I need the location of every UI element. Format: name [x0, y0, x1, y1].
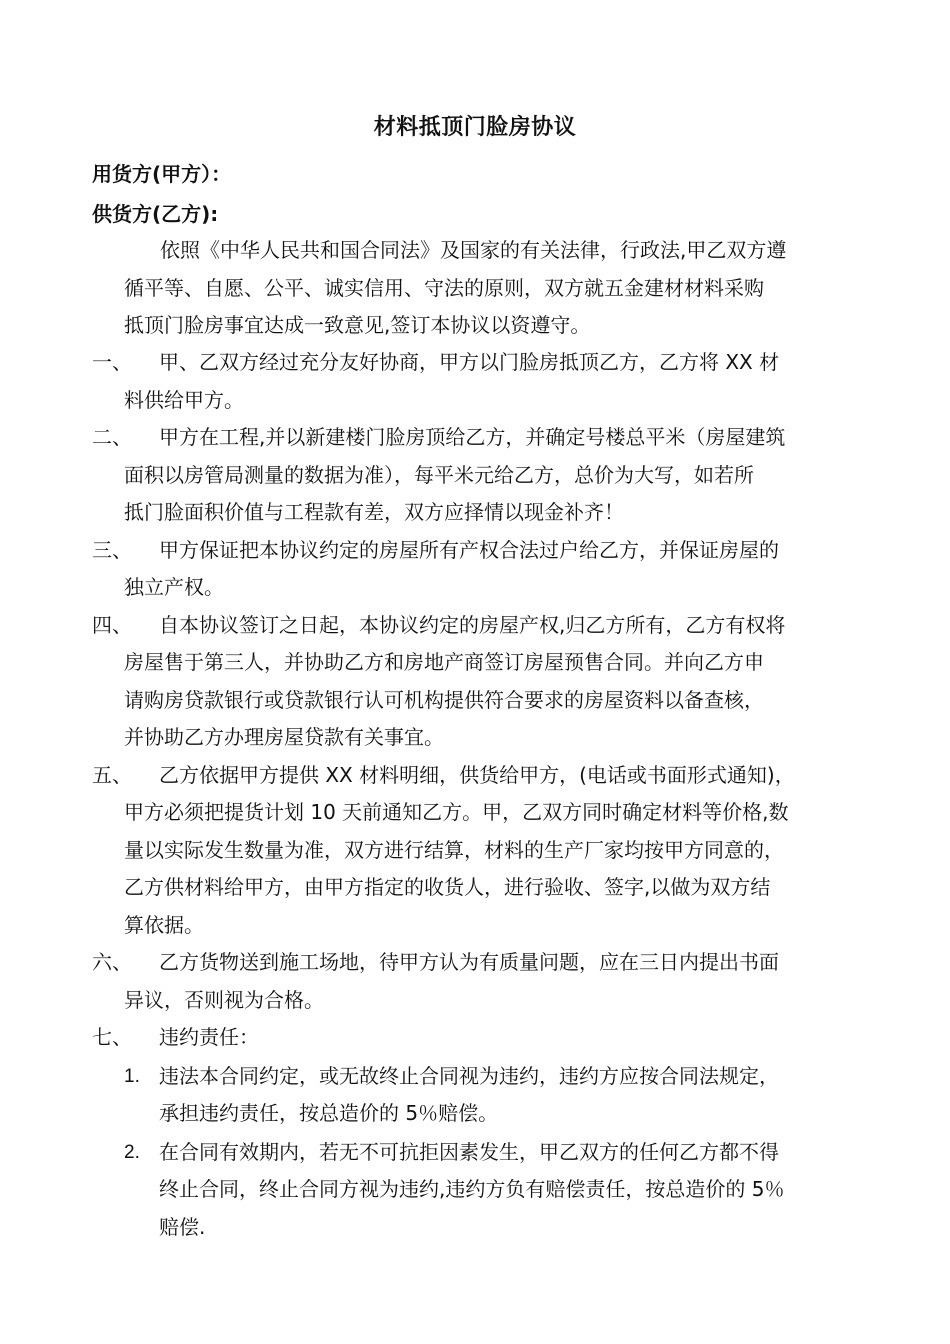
clause-number: 五、	[92, 762, 132, 787]
intro-paragraph	[124, 232, 864, 345]
clause-number: 四、	[92, 612, 132, 637]
clause-7	[92, 1019, 882, 1057]
clause-line: 甲方保证把本协议约定的房屋所有产权合法过户给乙方，并保证房屋的	[159, 537, 779, 562]
clause-line: 并协助乙方办理房屋贷款有关事宜。	[124, 725, 444, 749]
clause-number: 三、	[92, 537, 132, 562]
clause-line: 异议，否则视为合格。	[124, 987, 324, 1012]
clause-line: 乙方货物送到施工场地，待甲方认为有质量问题，应在三日内提出书面	[159, 950, 779, 974]
breach-line: 在合同有效期内，若无不可抗拒因素发生，甲乙双方的任何乙方都不得	[159, 1139, 779, 1164]
breach-line: 赔偿.	[159, 1214, 206, 1239]
clause-number: 一、	[92, 350, 132, 374]
clause-line: 算依据。	[124, 912, 204, 937]
clause-line: 料供给甲方。	[124, 387, 244, 412]
clause-2	[92, 419, 882, 532]
supplier-party-line: 供货方(乙方):	[92, 202, 219, 226]
clause-list	[92, 344, 882, 1246]
document-title: 材料抵顶门脸房协议	[373, 115, 577, 140]
intro-line: 循平等、自愿、公平、诚实信用、守法的原则，双方就五金建材材料采购	[124, 275, 764, 300]
breach-line: 终止合同，终止合同方视为违约,违约方负有赔偿责任，按总造价的 5％	[159, 1177, 785, 1201]
clause-line: 乙方供材料给甲方，由甲方指定的收货人，进行验收、签字,以做为双方结	[124, 875, 771, 899]
clause-line: 甲方必须把提货计划 10 天前通知乙方。甲，乙双方同时确定材料等价格,数	[124, 800, 789, 824]
clause-heading: 违约责任：	[159, 1025, 259, 1049]
clause-3	[92, 532, 882, 607]
clause-line: 请购房贷款银行或贷款银行认可机构提供符合要求的房屋资料以备查核，	[124, 687, 764, 712]
breach-item-1	[92, 1058, 882, 1133]
clause-line: 自本协议签订之日起，本协议约定的房屋产权,归乙方所有，乙方有权将	[159, 612, 786, 637]
clause-line: 甲方在工程,并以新建楼门脸房顶给乙方，并确定号楼总平米（房屋建筑	[159, 425, 786, 449]
clause-line: 房屋售于第三人，并协助乙方和房地产商签订房屋预售合同。并向乙方申	[124, 650, 764, 674]
clause-number: 二、	[92, 425, 132, 449]
breach-item-2	[92, 1134, 882, 1247]
intro-line: 依照《中华人民共和国合同法》及国家的有关法律，行政法,甲乙双方遵	[160, 238, 787, 262]
clause-line: 乙方依据甲方提供 XX 材料明细，供货给甲方，(电话或书面形式通知)，	[159, 762, 795, 787]
clause-6	[92, 944, 882, 1019]
clause-line: 面积以房管局测量的数据为准），每平米元给乙方，总价为大写，如若所	[124, 462, 754, 487]
clause-1	[92, 344, 882, 419]
buyer-party-line: 用货方(甲方）：	[92, 162, 232, 186]
clause-number: 七、	[92, 1025, 132, 1049]
clause-number: 六、	[92, 950, 132, 974]
breach-item-number: 2.	[124, 1141, 140, 1163]
clause-5	[92, 757, 882, 945]
clause-line: 抵门脸面积价值与工程款有差，双方应择情以现金补齐！	[124, 500, 624, 524]
breach-line: 违法本合同约定，或无故终止合同视为违约，违约方应按合同法规定，	[159, 1063, 779, 1088]
clause-4	[92, 607, 882, 757]
clause-line: 甲、乙双方经过充分友好协商，甲方以门脸房抵顶乙方，乙方将 XX 材	[159, 350, 780, 374]
clause-line: 量以实际发生数量为准，双方进行结算，材料的生产厂家均按甲方同意的，	[124, 837, 784, 862]
clause-line: 独立产权。	[124, 575, 224, 599]
intro-line: 抵顶门脸房事宜达成一致意见,签订本协议以资遵守。	[124, 313, 591, 337]
breach-line: 承担违约责任，按总造价的 5％赔偿。	[159, 1101, 499, 1125]
breach-item-number: 1.	[124, 1065, 140, 1087]
